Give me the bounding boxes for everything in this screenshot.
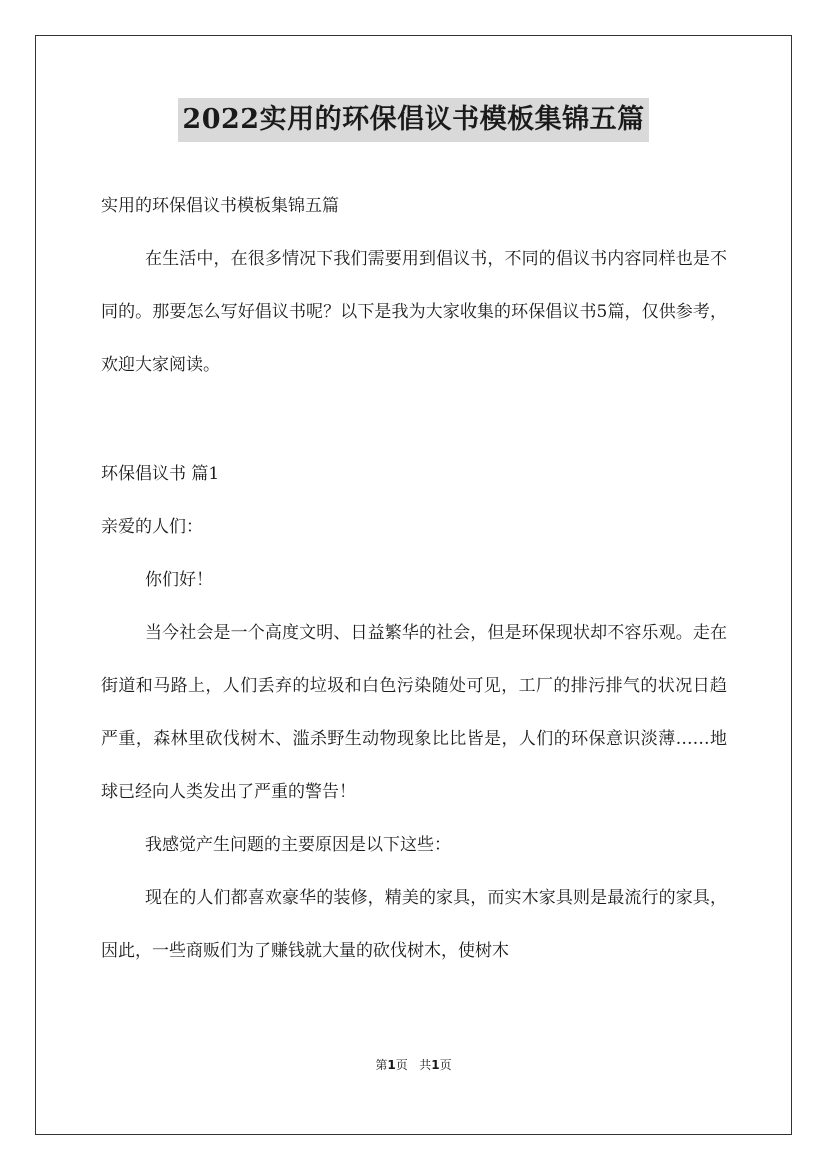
document-title: 2022实用的环保倡议书模板集锦五篇 [178,98,648,142]
total-label-suffix: 页 [439,1058,452,1072]
page-label-suffix: 页 [395,1058,408,1072]
greeting: 你们好！ [145,570,213,590]
salutation: 亲爱的人们： [101,517,203,537]
intro-paragraph: 在生活中，在很多情况下我们需要用到倡议书，不同的倡议书内容同样也是不同的。那要怎么写好倡议书呢？以下是我为大家收集的环保倡议书5篇，仅供参考，欢迎大家阅读。 [101,249,727,375]
body-paragraph-3: 现在的人们都喜欢豪华的装修，精美的家具，而实木家具则是最流行的家具，因此，一些商贩们为了赚钱就大量的砍伐树木，使树木 [101,888,727,961]
page-label-prefix: 第 [375,1058,388,1072]
page-footer [0,1056,827,1073]
total-pages: 1 [431,1058,440,1072]
section-heading: 环保倡议书 篇1 [101,464,220,484]
document-subtitle: 实用的环保倡议书模板集锦五篇 [101,196,339,216]
total-label-prefix: 共 [419,1058,432,1072]
page-number: 1 [387,1058,396,1072]
document-body [101,180,727,978]
body-paragraph-2: 我感觉产生问题的主要原因是以下这些： [145,835,451,855]
body-paragraph-1: 当今社会是一个高度文明、日益繁华的社会，但是环保现状却不容乐观。走在街道和马路上，人们丢弃的垃圾和白色污染随处可见，工厂的排污排气的状况日趋严重，森林里砍伐树木、滥杀野生动物现象比比皆是，人们的环保意识淡薄……地球已经向人类发出了严重的警告！ [101,623,727,802]
title-container [0,98,827,142]
